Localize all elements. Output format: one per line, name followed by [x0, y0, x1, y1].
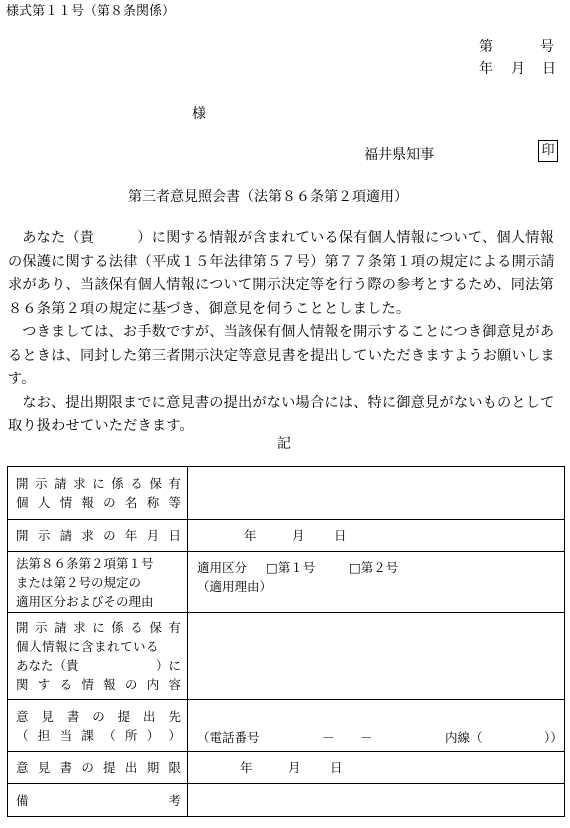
row-third-party-info [8, 613, 565, 700]
label-line [16, 707, 181, 726]
ki-label: 記 [277, 436, 291, 452]
deadline-month: 月 [288, 760, 301, 775]
label-char: （ [16, 727, 29, 743]
label-char: 書 [59, 760, 73, 775]
label-char: 係 [111, 620, 124, 635]
body-text [8, 227, 564, 439]
label-char: 開 [16, 528, 29, 543]
label-line [16, 675, 181, 694]
label-char: 人 [37, 495, 51, 510]
label-line: 適用区分およびその理由 [16, 593, 154, 609]
label-char: 情 [59, 495, 73, 510]
label-char: 保 [149, 620, 162, 635]
label-char: 担 [37, 727, 51, 743]
label-char: の [103, 528, 116, 543]
label-char: 情 [81, 677, 94, 692]
label-char: の [81, 760, 94, 775]
label-char: 意 [16, 708, 29, 724]
phone-label: （電話番号 [197, 730, 260, 745]
date-year: 年 [479, 61, 493, 77]
label-char: 限 [168, 760, 181, 775]
label-char: 出 [124, 760, 138, 775]
row-applicable-category [8, 552, 565, 613]
label-line [16, 618, 181, 637]
label-char: 提 [117, 708, 131, 724]
label-request-date [8, 520, 188, 552]
label-line [16, 791, 181, 810]
form-table [7, 466, 565, 817]
label-char: の [124, 677, 138, 692]
row-submission-deadline [8, 752, 565, 784]
label-char: に [92, 620, 105, 635]
document-title: 第三者意見照会書（法第８６条第２項適用） [128, 189, 408, 205]
label-line [16, 474, 181, 493]
label-char: 期 [146, 760, 160, 775]
label-char: 求 [81, 528, 94, 543]
label-char: 係 [111, 476, 124, 491]
label-char: 考 [168, 792, 181, 808]
extension-label: 内線（ [445, 730, 483, 745]
request-date-month: 月 [292, 528, 305, 543]
label-submission-deadline [8, 752, 188, 784]
seal-mark: 印 [538, 140, 558, 162]
label-applicable-category [8, 552, 188, 613]
label-char: ）に [155, 658, 181, 673]
paragraph-3: なお、提出期限までに意見書の提出がない場合には、特に御意見がないものとして取り扱わせていただきます。 [8, 394, 555, 434]
label-char: 有 [168, 476, 181, 491]
label-line [16, 726, 181, 745]
label-char: 当 [59, 727, 73, 743]
deadline-year: 年 [240, 760, 253, 775]
label-char: 日 [168, 528, 181, 543]
request-date-year: 年 [244, 528, 257, 543]
label-char: 示 [37, 528, 51, 543]
label-char: 求 [73, 476, 86, 491]
label-char: る [130, 620, 143, 635]
value-third-party-info[interactable] [188, 613, 565, 700]
label-char: 見 [41, 708, 54, 724]
label-char: す [37, 677, 51, 692]
label-char: に [92, 476, 105, 491]
label-char: 備 [16, 792, 29, 808]
label-char: る [130, 476, 143, 491]
label-char: 課 [81, 727, 94, 743]
doc-number-go: 号 [540, 39, 554, 55]
label-line [16, 526, 181, 545]
label-char: 内 [146, 677, 160, 692]
label-char: 請 [54, 620, 67, 635]
value-applicable-category[interactable] [188, 552, 565, 613]
option-item-2-checkbox[interactable]: □第２号 [349, 560, 399, 575]
label-char: （ [103, 727, 116, 743]
label-third-party-info [8, 613, 188, 700]
doc-number-dai: 第 [479, 39, 493, 55]
value-submission-deadline[interactable] [188, 752, 565, 784]
label-line: 法第８６条第２項第１号 [16, 555, 154, 571]
request-date-day: 日 [334, 528, 347, 543]
label-char: 容 [168, 677, 181, 692]
label-char: 開 [16, 620, 29, 635]
label-char: 示 [35, 476, 48, 491]
row-submission-destination [8, 700, 565, 752]
paragraph-1: あなた（貴 ）に関する情報が含まれている保有個人情報について、個人情報の保護に関する法律（平成１５年法律第５７号）第７７条第１項の規定による開示請求があり、当該保有個人情報について開示決定等を行う際の参考とするため、同法第８６条第２項の規定に基づき、御意見を伺うこととしました。 [8, 230, 555, 317]
date-day: 日 [542, 61, 556, 77]
extension-close: ）） [544, 730, 563, 745]
label-char: 出 [143, 708, 156, 724]
label-char: 請 [59, 528, 73, 543]
label-char: 報 [81, 495, 94, 510]
form-number: 様式第１１号（第８条関係） [6, 4, 176, 19]
label-char: ） [146, 727, 160, 743]
label-char: 所 [124, 727, 138, 743]
label-submission-destination [8, 700, 188, 752]
label-char: 示 [35, 620, 48, 635]
label-char: 個 [16, 495, 29, 510]
label-line: 個人情報に含まれている [16, 639, 160, 654]
addressee-suffix: 様 [192, 106, 206, 122]
label-char: の [103, 495, 116, 510]
label-line [16, 656, 181, 675]
value-submission-destination[interactable] [188, 700, 565, 752]
label-char: 名 [124, 495, 138, 510]
label-char: 求 [73, 620, 86, 635]
label-char: 称 [146, 495, 160, 510]
category-label: 適用区分 [197, 560, 248, 575]
value-request-name[interactable] [188, 467, 565, 520]
row-request-date [8, 520, 565, 552]
paragraph-2: つきましては、お手数ですが、当該保有個人情報を開示することにつき御意見があるときは、同封した第三者開示決定等意見書を提出していただきますようお願いします。 [8, 324, 555, 387]
label-char: の [92, 708, 105, 724]
reason-label: （適用理由） [197, 579, 273, 594]
label-char: 等 [168, 495, 181, 510]
option-item-1-checkbox[interactable]: □第１号 [266, 560, 316, 575]
label-char: 関 [16, 677, 29, 692]
label-char: 月 [146, 528, 160, 543]
label-char: 保 [149, 476, 162, 491]
label-char: 先 [168, 708, 181, 724]
label-char: 開 [16, 476, 29, 491]
label-char: あなた（貴 [16, 658, 79, 673]
label-char: 意 [16, 760, 29, 775]
label-remarks [8, 784, 188, 817]
deadline-day: 日 [330, 760, 343, 775]
label-char: 報 [103, 677, 116, 692]
sender-name: 福井県知事 [364, 147, 434, 163]
label-char: 書 [66, 708, 80, 724]
value-request-date[interactable] [188, 520, 565, 552]
label-char: 見 [37, 760, 51, 775]
phone-dash-2: － [360, 730, 373, 745]
date-month: 月 [511, 61, 525, 77]
label-char: 年 [124, 528, 138, 543]
label-char: 有 [168, 620, 181, 635]
value-remarks[interactable] [188, 784, 565, 817]
label-char: 請 [54, 476, 67, 491]
label-line [16, 758, 181, 777]
row-remarks [8, 784, 565, 817]
row-request-name [8, 467, 565, 520]
label-char: ） [168, 727, 181, 743]
label-char: 提 [103, 760, 116, 775]
label-char: る [59, 677, 73, 692]
phone-dash-1: － [322, 730, 335, 745]
label-request-name [8, 467, 188, 520]
label-line [16, 493, 181, 512]
label-line: または第２号の規定の [16, 574, 142, 590]
